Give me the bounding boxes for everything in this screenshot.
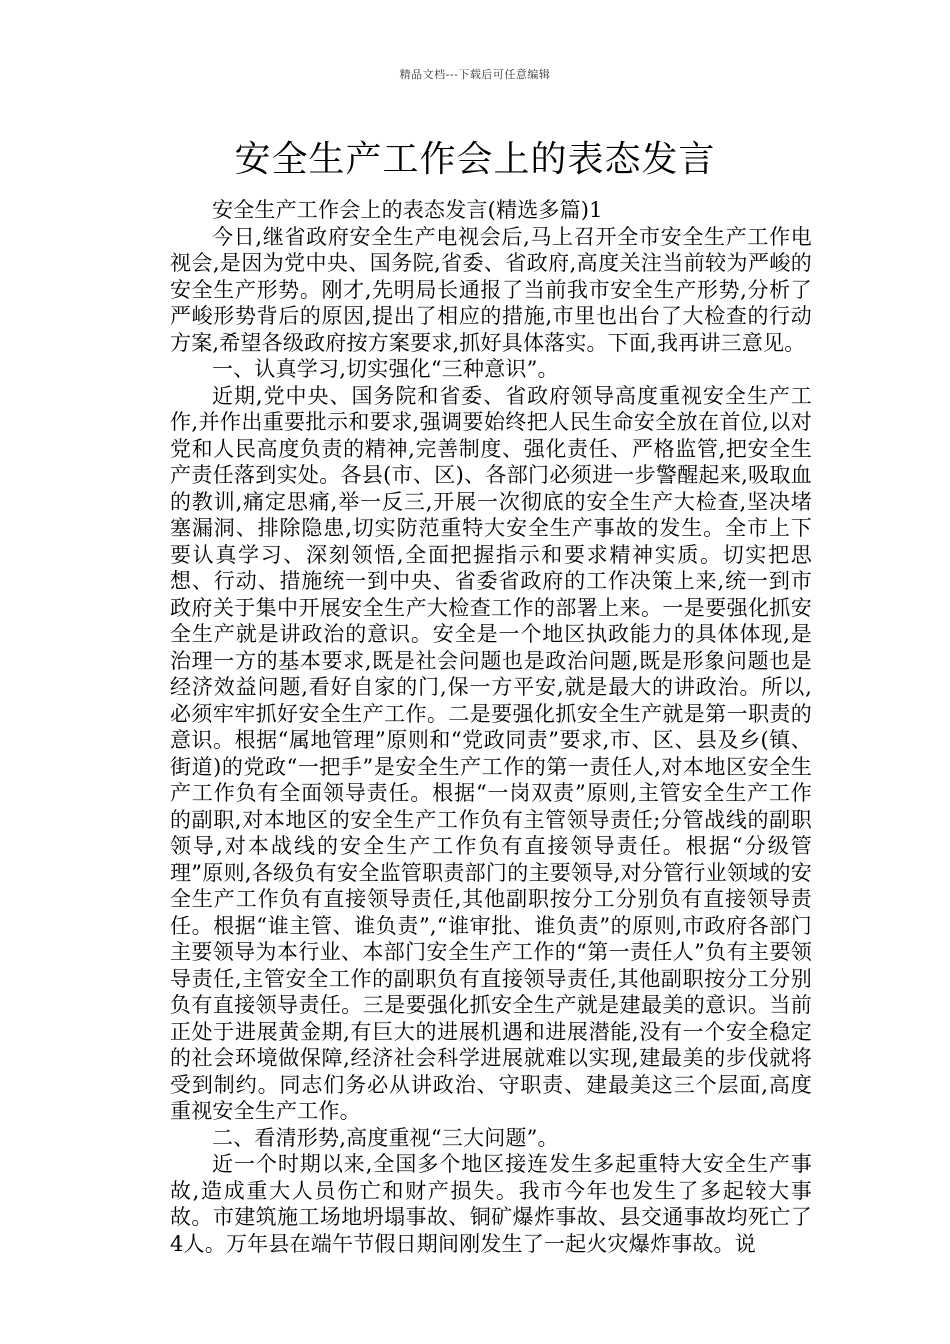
document-body [170, 197, 812, 1257]
paragraph-subtitle: 安全生产工作会上的表态发言(精选多篇)1 [212, 198, 603, 222]
section-heading-2: 二、看清形势,高度重视“三大问题”。 [212, 1125, 559, 1150]
paragraph-section-1: 近期,党中央、国务院和省委、省政府领导高度重视安全生产工作,并作出重要批示和要求,强调要始终把人民生命安全放在首位,以对党和人民高度负责的精神,完善制度、强化责任、严格监管,把安全生产责任落到实处。各县(市、区)、各部门必须进一步警醒起来,吸取血的教训,痛定思痛,举一反三,开展一次彻底的安全生产大检查,坚决堵塞漏洞、排除隐患,切实防范重特大安全生产事故的发生。全市上下要认真学习、深刻领悟,全面把握指示和要求精神实质。切实把思想、行动、措施统一到中央、省委省政府的工作决策上来,统一到市政府关于集中开展安全生产大检查工作的部署上来。一是要强化抓安全生产就是讲政治的意识。安全是一个地区执政能力的具体体现,是治理一方的基本要求,既是社会问题也是政治问题,既是形象问题也是经济效益问题,看好自家的门,保一方平安,就是最大的讲政治。所以,必须牢牢抓好安全生产工作。二是要强化抓安全生产就是第一职责的意识。根据“属地管理”原则和“党政同责”要求,市、区、县及乡(镇、街道)的党政“一把手”是安全生产工作的第一责任人,对本地区安全生产工作负有全面领导责任。根据“一岗双责”原则,主管安全生产工作的副职,对本地区的安全生产工作负有主管领导责任;分管战线的副职领导,对本战线的安全生产工作负有直接领导责任。根据“分级管理”原则,各级负有安全监管职责部门的主要领导,对分管行业领域的安全生产工作负有直接领导责任,其他副职按分工分别负有直接领导责任。根据“谁主管、谁负责”,“谁审批、谁负责”的原则,市政府各部门主要领导为本行业、本部门安全生产工作的“第一责任人”负有主要领导责任,主管安全工作的副职负有直接领导责任,其他副职按分工分别负有直接领导责任。三是要强化抓安全生产就是建最美的意识。当前正处于进展黄金期,有巨大的进展机遇和进展潜能,没有一个安全稳定的社会环境做保障,经济社会科学进展就难以实现,建最美的步伐就将受到制约。同志们务必从讲政治、守职责、建最美这三个层面,高度重视安全生产工作。 [170, 383, 812, 1123]
header-note: 精品文档---下载后可任意编辑 [399, 68, 551, 81]
document-title: 安全生产工作会上的表态发言 [234, 139, 716, 180]
paragraph-section-2: 近一个时期以来,全国多个地区接连发生多起重特大安全生产事故,造成重大人员伤亡和财产损失。我市今年也发生了多起较大事故。市建筑施工场地坍塌事故、铜矿爆炸事故、县交通事故均死亡了4人。万年县在端午节假日期间刚发生了一起火灾爆炸事故。说 [170, 1152, 812, 1256]
section-heading-1: 一、认真学习,切实强化“三种意识”。 [212, 357, 559, 381]
paragraph-intro: 今日,继省政府安全生产电视会后,马上召开全市安全生产工作电视会,是因为党中央、国务院,省委、省政府,高度关注当前较为严峻的安全生产形势。刚才,先明局长通报了当前我市安全生产形势,分析了严峻形势背后的原因,提出了相应的措施,市里也出台了大检查的行动方案,希望各级政府按方案要求,抓好具体落实。下面,我再讲三意见。 [170, 224, 812, 355]
